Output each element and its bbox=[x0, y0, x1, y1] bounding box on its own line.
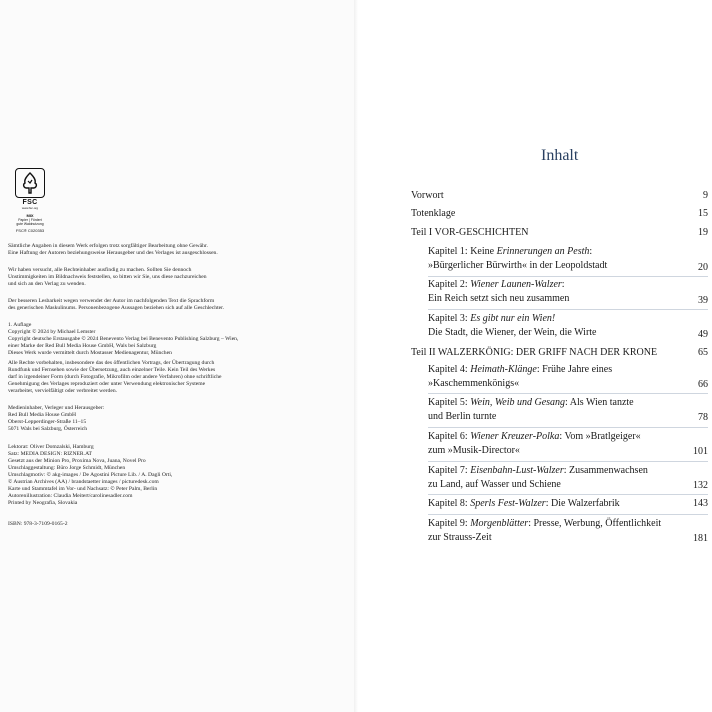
toc-page-number: 143 bbox=[693, 498, 708, 509]
toc-chapter-suffix: : Frühe Jahre eines bbox=[536, 364, 613, 375]
toc-chapter-suffix: : bbox=[561, 279, 565, 290]
imprint-copyright bbox=[8, 322, 348, 357]
toc-chapter-8 bbox=[428, 498, 708, 509]
toc-chapter-prefix: Kapitel 2: bbox=[428, 279, 471, 290]
toc-page-number: 39 bbox=[698, 295, 708, 306]
imprint-line: Karte und Stammtafel im Vor- und Nachsatz: © Peter Palm, Berlin bbox=[8, 486, 158, 493]
fsc-brand: FSC bbox=[22, 199, 38, 206]
toc-chapter-suffix: : Presse, Werbung, Öffentlichkeit bbox=[528, 518, 662, 529]
toc-chapter-suffix: : Als Wien tanzte bbox=[565, 397, 634, 408]
toc-chapter-subtitle: zum »Musik-Director« bbox=[428, 445, 520, 456]
toc-divider bbox=[428, 427, 708, 428]
toc-divider bbox=[428, 393, 708, 394]
toc-chapter-prefix: Kapitel 3: bbox=[428, 313, 471, 324]
imprint-line: Genehmigung des Verlages reproduziert oder unter Verwendung elektronischer Systeme bbox=[8, 381, 206, 388]
fsc-logo bbox=[8, 168, 52, 233]
toc-chapter-prefix: Kapitel 5: bbox=[428, 397, 471, 408]
toc-entry-totenklage bbox=[411, 208, 708, 219]
toc-chapter-subtitle: und Berlin turnte bbox=[428, 411, 497, 422]
toc-chapter-subtitle: Ein Reich setzt sich neu zusammen bbox=[428, 293, 570, 304]
imprint-line: Umschlagmotiv: © akg-images / De Agostini Picture Lib. / A. Dagli Orti, bbox=[8, 472, 173, 479]
toc-chapter-prefix: Kapitel 6: bbox=[428, 431, 471, 442]
fsc-url: www.fsc.org bbox=[21, 206, 39, 210]
right-page bbox=[358, 0, 712, 712]
toc-divider bbox=[428, 494, 708, 495]
imprint-line: Lektorat: Oliver Domzalski, Hamburg bbox=[8, 444, 94, 450]
imprint-line: Dieses Werk wurde vermittelt durch Mostasser Medienagentur, München bbox=[8, 350, 172, 357]
imprint-language-note bbox=[8, 298, 348, 312]
imprint-line: Oberst-Lepperdinger-Straße 11–15 bbox=[8, 419, 87, 426]
toc-chapter-suffix: : Vom »Bratlgeiger« bbox=[559, 431, 641, 442]
toc-page-number: 49 bbox=[698, 329, 708, 340]
imprint-line: Wir haben versucht, alle Rechteinhaber ausfindig zu machen. Sollten Sie dennoch bbox=[8, 267, 192, 273]
imprint-line: verarbeitet, vervielfältigt oder verbreitet werden. bbox=[8, 388, 118, 395]
imprint-disclaimer bbox=[8, 243, 348, 257]
imprint-rights-holders bbox=[8, 267, 348, 288]
toc-entry-title: Vorwort bbox=[411, 190, 444, 201]
imprint-production bbox=[8, 444, 348, 507]
toc-chapter-suffix: : bbox=[589, 246, 593, 257]
imprint-line: Gesetzt aus der Minion Pro, Proxima Nova, Juana, Novel Pro bbox=[8, 458, 146, 465]
toc-chapter-subtitle: zu Land, auf Wasser und Schiene bbox=[428, 479, 561, 490]
imprint-line: des generischen Maskulinums. Personenbezogene Aussagen beziehen sich auf alle Geschlechter. bbox=[8, 305, 225, 312]
toc-divider bbox=[428, 514, 708, 515]
imprint-line: Medieninhaber, Verleger und Herausgeber: bbox=[8, 405, 105, 411]
toc-page-number: 15 bbox=[698, 208, 708, 219]
toc-part-2 bbox=[411, 347, 708, 358]
imprint-line: Alle Rechte vorbehalten, insbesondere das des öffentlichen Vortrags, der Übertragung durch bbox=[8, 360, 215, 366]
toc-chapter-9 bbox=[428, 518, 708, 543]
imprint-line: und sich an den Verlag zu wenden. bbox=[8, 281, 86, 288]
toc-title: Inhalt bbox=[541, 147, 579, 164]
toc-chapter-4 bbox=[428, 364, 708, 389]
toc-divider bbox=[428, 276, 708, 277]
toc-chapter-suffix: : Die Walzerfabrik bbox=[545, 498, 620, 509]
toc-page-number: 101 bbox=[693, 446, 708, 457]
toc-chapter-italic-title: Eisenbahn-Lust-Walzer bbox=[470, 465, 564, 476]
toc-chapter-subtitle: »Bürgerlicher Bürwirth« in der Leopoldstadt bbox=[428, 260, 608, 271]
toc-chapter-italic-title: Sperls Fest-Walzer bbox=[470, 498, 546, 509]
fsc-tree-icon bbox=[15, 168, 45, 198]
imprint-line: 5071 Wals bei Salzburg, Österreich bbox=[8, 426, 88, 433]
imprint-line: 1. Auflage bbox=[8, 322, 32, 328]
toc-chapter-italic-title: Es gibt nur ein Wien! bbox=[470, 313, 556, 324]
imprint-line: Eine Haftung der Autoren beziehungsweise Herausgeber und des Verlages ist ausgeschlossen. bbox=[8, 250, 218, 257]
toc-chapter-italic-title: Wiener Kreuzer-Polka bbox=[470, 431, 560, 442]
imprint-line: Printed by Neografia, Slovakia bbox=[8, 500, 78, 507]
imprint-line: Unstimmigkeiten im Bildnachweis feststellen, so bitten wir Sie, uns diese nachzureichen bbox=[8, 274, 207, 281]
imprint-line: darf in irgendeiner Form (durch Fotografie, Mikrofilm oder andere Verfahren) ohne schriftliche bbox=[8, 374, 222, 381]
toc-chapter-prefix: Kapitel 7: bbox=[428, 465, 471, 476]
toc-chapter-italic-title: Heimath-Klänge bbox=[470, 364, 537, 375]
fsc-code: FSC® C020353 bbox=[15, 228, 45, 233]
toc-page-number: 20 bbox=[698, 262, 708, 273]
toc-entry-vorwort bbox=[411, 190, 708, 201]
imprint-line: © Austrian Archives (AA) / brandstaetter images / picturedesk.com bbox=[8, 479, 159, 486]
imprint-isbn bbox=[8, 521, 348, 528]
toc-page-number: 9 bbox=[703, 190, 708, 201]
toc-chapter-subtitle: »Kaschemmenkönigs« bbox=[428, 378, 520, 389]
toc-chapter-5 bbox=[428, 397, 708, 422]
toc-chapter-italic-title: Erinnerungen an Pesth bbox=[496, 246, 590, 257]
toc-page-number: 66 bbox=[698, 379, 708, 390]
imprint-all-rights bbox=[8, 360, 348, 395]
imprint-line: Copyright deutsche Erstausgabe © 2024 Benevento Verlag bei Benevento Publishing Salzburg – Wien, bbox=[8, 336, 239, 343]
imprint-line: einer Marke der Red Bull Media House GmbH, Wals bei Salzburg bbox=[8, 343, 157, 350]
imprint-line: Sämtliche Angaben in diesem Werk erfolgen trotz sorgfältiger Bearbeitung ohne Gewähr. bbox=[8, 243, 208, 249]
toc-chapter-subtitle: zur Strauss-Zeit bbox=[428, 532, 492, 543]
toc-part-1 bbox=[411, 227, 708, 238]
imprint-line: Rundfunk und Fernsehen sowie der Übersetzung, auch einzelner Teile. Kein Teil des Werkes bbox=[8, 367, 216, 374]
imprint-line: Red Bull Media House GmbH bbox=[8, 412, 77, 419]
imprint-line: Copyright © 2024 by Michael Lemster bbox=[8, 329, 96, 336]
toc-chapter-2 bbox=[428, 279, 708, 304]
fsc-paper-line2: gute Waldnutzung bbox=[16, 222, 44, 226]
toc-chapter-italic-title: Wein, Weib und Gesang bbox=[470, 397, 566, 408]
toc-chapter-prefix: Kapitel 4: bbox=[428, 364, 471, 375]
imprint-publisher bbox=[8, 405, 348, 433]
toc-page-number: 181 bbox=[693, 533, 708, 544]
toc-chapter-prefix: Kapitel 1: Keine bbox=[428, 246, 497, 257]
toc-entry-title: Totenklage bbox=[411, 208, 456, 219]
fsc-paper-line1: Papier | Fördert bbox=[18, 218, 42, 222]
toc-chapter-7 bbox=[428, 465, 708, 490]
toc-chapter-prefix: Kapitel 8: bbox=[428, 498, 471, 509]
imprint-line: Autorenillustration: Claudia Meitert/carolinesadler.com bbox=[8, 493, 133, 500]
toc-chapter-prefix: Kapitel 9: bbox=[428, 518, 471, 529]
toc-entry-title: Teil II WALZERKÖNIG: DER GRIFF NACH DER KRONE bbox=[411, 347, 658, 358]
toc-chapter-3 bbox=[428, 313, 708, 338]
isbn: ISBN: 978-3-7109-0165-2 bbox=[8, 521, 68, 527]
toc-page-number: 19 bbox=[698, 227, 708, 238]
toc-chapter-italic-title: Morgenblätter bbox=[470, 518, 529, 529]
imprint-line: Der besseren Lesbarkeit wegen verwendet der Autor im nachfolgenden Text die Sprachform bbox=[8, 298, 215, 304]
toc-chapter-subtitle: Die Stadt, die Wiener, der Wein, die Wirte bbox=[428, 327, 597, 338]
fsc-mix: MIX bbox=[26, 213, 34, 218]
toc-chapter-6 bbox=[428, 431, 708, 456]
toc-divider bbox=[428, 309, 708, 310]
toc-chapter-italic-title: Wiener Launen-Walzer bbox=[470, 279, 562, 290]
toc-chapter-1 bbox=[428, 246, 708, 271]
toc-chapter-suffix: : Zusammenwachsen bbox=[563, 465, 648, 476]
toc-page-number: 78 bbox=[698, 412, 708, 423]
toc-divider bbox=[428, 461, 708, 462]
imprint-line: Umschlaggestaltung: Büro Jorge Schmidt, München bbox=[8, 465, 126, 472]
toc-entry-title: Teil I VOR-GESCHICHTEN bbox=[411, 227, 529, 238]
toc-page-number: 65 bbox=[698, 347, 708, 358]
toc-page-number: 132 bbox=[693, 480, 708, 491]
imprint-line: Satz: MEDIA DESIGN: RIZNER.AT bbox=[8, 451, 92, 458]
